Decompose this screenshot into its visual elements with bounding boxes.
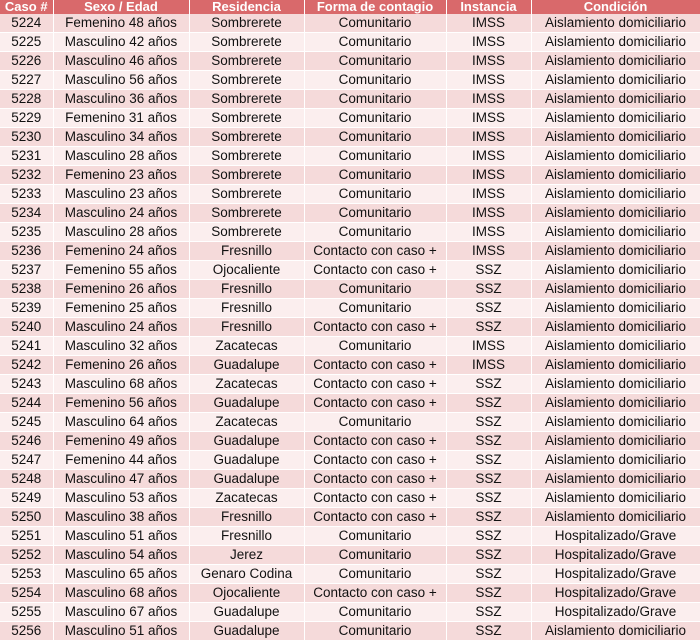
cell-instance: SSZ [446, 261, 531, 280]
cell-condition: Aislamiento domiciliario [531, 52, 700, 71]
cell-instance: SSZ [446, 489, 531, 508]
table-row [0, 261, 700, 280]
cell-instance: IMSS [446, 128, 531, 147]
cell-residence: Sombrerete [189, 109, 304, 128]
cell-instance: SSZ [446, 318, 531, 337]
cell-instance: SSZ [446, 375, 531, 394]
cell-sex-age: Masculino 51 años [53, 527, 189, 546]
cell-sex-age: Femenino 44 años [53, 451, 189, 470]
cell-condition: Aislamiento domiciliario [531, 299, 700, 318]
cell-instance: SSZ [446, 565, 531, 584]
cell-case-number: 5237 [0, 261, 53, 280]
cell-instance: IMSS [446, 147, 531, 166]
cell-residence: Sombrerete [189, 166, 304, 185]
cell-case-number: 5253 [0, 565, 53, 584]
cell-case-number: 5242 [0, 356, 53, 375]
cell-instance: IMSS [446, 356, 531, 375]
cell-sex-age: Masculino 28 años [53, 223, 189, 242]
cell-sex-age: Femenino 25 años [53, 299, 189, 318]
cell-case-number: 5247 [0, 451, 53, 470]
cell-residence: Sombrerete [189, 204, 304, 223]
header-residence: Residencia [189, 0, 304, 14]
cell-sex-age: Masculino 64 años [53, 413, 189, 432]
table-row [0, 223, 700, 242]
cell-contagion-form: Contacto con caso + [304, 261, 446, 280]
cell-instance: IMSS [446, 223, 531, 242]
cell-condition: Aislamiento domiciliario [531, 394, 700, 413]
cell-case-number: 5226 [0, 52, 53, 71]
cell-contagion-form: Contacto con caso + [304, 242, 446, 261]
cell-residence: Fresnillo [189, 527, 304, 546]
table-header [0, 0, 700, 14]
cell-sex-age: Femenino 26 años [53, 280, 189, 299]
table-row [0, 375, 700, 394]
cell-case-number: 5243 [0, 375, 53, 394]
cell-condition: Aislamiento domiciliario [531, 470, 700, 489]
cell-contagion-form: Comunitario [304, 71, 446, 90]
cell-residence: Fresnillo [189, 299, 304, 318]
cell-contagion-form: Comunitario [304, 52, 446, 71]
cell-residence: Sombrerete [189, 90, 304, 109]
cell-case-number: 5240 [0, 318, 53, 337]
cell-condition: Aislamiento domiciliario [531, 90, 700, 109]
cell-residence: Fresnillo [189, 508, 304, 527]
cell-condition: Aislamiento domiciliario [531, 242, 700, 261]
cell-instance: SSZ [446, 584, 531, 603]
cell-residence: Fresnillo [189, 280, 304, 299]
cell-residence: Sombrerete [189, 128, 304, 147]
cell-case-number: 5235 [0, 223, 53, 242]
cell-condition: Aislamiento domiciliario [531, 261, 700, 280]
cell-condition: Aislamiento domiciliario [531, 147, 700, 166]
cell-contagion-form: Contacto con caso + [304, 432, 446, 451]
cell-condition: Aislamiento domiciliario [531, 489, 700, 508]
cell-contagion-form: Comunitario [304, 223, 446, 242]
cell-contagion-form: Contacto con caso + [304, 356, 446, 375]
cell-sex-age: Masculino 53 años [53, 489, 189, 508]
cell-contagion-form: Comunitario [304, 299, 446, 318]
table-row [0, 508, 700, 527]
cell-instance: IMSS [446, 71, 531, 90]
cell-condition: Aislamiento domiciliario [531, 280, 700, 299]
cell-contagion-form: Comunitario [304, 166, 446, 185]
cell-contagion-form: Comunitario [304, 33, 446, 52]
cell-instance: IMSS [446, 90, 531, 109]
cell-contagion-form: Comunitario [304, 109, 446, 128]
cell-instance: IMSS [446, 52, 531, 71]
table-row [0, 337, 700, 356]
cell-instance: IMSS [446, 14, 531, 33]
cell-contagion-form: Comunitario [304, 546, 446, 565]
table-row [0, 204, 700, 223]
header-row [0, 0, 700, 14]
table-row [0, 356, 700, 375]
cell-instance: IMSS [446, 337, 531, 356]
table-row [0, 128, 700, 147]
cell-condition: Aislamiento domiciliario [531, 337, 700, 356]
cell-residence: Sombrerete [189, 33, 304, 52]
cell-sex-age: Masculino 42 años [53, 33, 189, 52]
table-row [0, 280, 700, 299]
cell-condition: Aislamiento domiciliario [531, 71, 700, 90]
cell-contagion-form: Comunitario [304, 90, 446, 109]
table-row [0, 451, 700, 470]
cell-instance: SSZ [446, 508, 531, 527]
table-row [0, 565, 700, 584]
table-row [0, 299, 700, 318]
table-row [0, 394, 700, 413]
cell-condition: Aislamiento domiciliario [531, 356, 700, 375]
cell-sex-age: Masculino 68 años [53, 375, 189, 394]
cell-residence: Sombrerete [189, 14, 304, 33]
cell-sex-age: Femenino 24 años [53, 242, 189, 261]
cell-condition: Hospitalizado/Grave [531, 565, 700, 584]
table-row [0, 71, 700, 90]
cell-residence: Ojocaliente [189, 584, 304, 603]
cell-instance: SSZ [446, 451, 531, 470]
table-row [0, 147, 700, 166]
cell-case-number: 5254 [0, 584, 53, 603]
table-row [0, 546, 700, 565]
cell-condition: Aislamiento domiciliario [531, 451, 700, 470]
cell-case-number: 5244 [0, 394, 53, 413]
table-row [0, 603, 700, 622]
cell-instance: SSZ [446, 394, 531, 413]
cell-sex-age: Femenino 49 años [53, 432, 189, 451]
cell-residence: Guadalupe [189, 451, 304, 470]
cell-residence: Zacatecas [189, 413, 304, 432]
cell-contagion-form: Contacto con caso + [304, 375, 446, 394]
cell-residence: Zacatecas [189, 375, 304, 394]
cell-residence: Guadalupe [189, 394, 304, 413]
cell-case-number: 5228 [0, 90, 53, 109]
cell-instance: IMSS [446, 242, 531, 261]
cell-contagion-form: Comunitario [304, 280, 446, 299]
cell-sex-age: Masculino 51 años [53, 622, 189, 641]
cell-instance: SSZ [446, 527, 531, 546]
cell-contagion-form: Comunitario [304, 14, 446, 33]
cell-case-number: 5239 [0, 299, 53, 318]
cell-residence: Guadalupe [189, 432, 304, 451]
cell-residence: Guadalupe [189, 622, 304, 641]
cell-case-number: 5246 [0, 432, 53, 451]
cell-sex-age: Masculino 65 años [53, 565, 189, 584]
header-instance: Instancia [446, 0, 531, 14]
cell-contagion-form: Contacto con caso + [304, 489, 446, 508]
cell-residence: Zacatecas [189, 337, 304, 356]
cell-instance: SSZ [446, 470, 531, 489]
cell-case-number: 5252 [0, 546, 53, 565]
table-row [0, 470, 700, 489]
table-row [0, 109, 700, 128]
cell-condition: Aislamiento domiciliario [531, 185, 700, 204]
cell-sex-age: Masculino 23 años [53, 185, 189, 204]
cell-residence: Sombrerete [189, 223, 304, 242]
cell-sex-age: Masculino 32 años [53, 337, 189, 356]
table-row [0, 185, 700, 204]
cell-contagion-form: Comunitario [304, 603, 446, 622]
cell-residence: Sombrerete [189, 147, 304, 166]
table-row [0, 318, 700, 337]
cell-residence: Jerez [189, 546, 304, 565]
cell-condition: Aislamiento domiciliario [531, 413, 700, 432]
table-row [0, 52, 700, 71]
cell-contagion-form: Comunitario [304, 128, 446, 147]
cell-case-number: 5256 [0, 622, 53, 641]
cell-residence: Genaro Codina [189, 565, 304, 584]
cell-condition: Aislamiento domiciliario [531, 14, 700, 33]
table-body [0, 14, 700, 641]
cell-case-number: 5234 [0, 204, 53, 223]
cell-condition: Aislamiento domiciliario [531, 318, 700, 337]
cell-contagion-form: Contacto con caso + [304, 584, 446, 603]
cell-instance: IMSS [446, 109, 531, 128]
cell-instance: SSZ [446, 603, 531, 622]
cell-case-number: 5236 [0, 242, 53, 261]
cell-sex-age: Masculino 34 años [53, 128, 189, 147]
cell-residence: Fresnillo [189, 242, 304, 261]
table-row [0, 33, 700, 52]
cell-condition: Aislamiento domiciliario [531, 109, 700, 128]
cell-condition: Aislamiento domiciliario [531, 622, 700, 641]
cell-contagion-form: Comunitario [304, 565, 446, 584]
cell-case-number: 5224 [0, 14, 53, 33]
cell-residence: Ojocaliente [189, 261, 304, 280]
header-case-number: Caso # [0, 0, 53, 14]
cell-case-number: 5245 [0, 413, 53, 432]
cell-residence: Zacatecas [189, 489, 304, 508]
cell-sex-age: Masculino 47 años [53, 470, 189, 489]
table-row [0, 489, 700, 508]
cell-condition: Aislamiento domiciliario [531, 432, 700, 451]
table-row [0, 622, 700, 641]
header-condition: Condición [531, 0, 700, 14]
cell-condition: Hospitalizado/Grave [531, 603, 700, 622]
cell-contagion-form: Contacto con caso + [304, 451, 446, 470]
cell-case-number: 5248 [0, 470, 53, 489]
cell-residence: Fresnillo [189, 318, 304, 337]
cell-sex-age: Femenino 55 años [53, 261, 189, 280]
table-row [0, 413, 700, 432]
cell-contagion-form: Comunitario [304, 147, 446, 166]
cell-condition: Aislamiento domiciliario [531, 128, 700, 147]
cell-instance: IMSS [446, 204, 531, 223]
cell-contagion-form: Comunitario [304, 527, 446, 546]
cell-contagion-form: Comunitario [304, 204, 446, 223]
table-row [0, 14, 700, 33]
cell-contagion-form: Contacto con caso + [304, 508, 446, 527]
cell-residence: Guadalupe [189, 603, 304, 622]
cell-instance: SSZ [446, 413, 531, 432]
cell-sex-age: Masculino 36 años [53, 90, 189, 109]
cell-contagion-form: Comunitario [304, 337, 446, 356]
table-row [0, 432, 700, 451]
cell-case-number: 5238 [0, 280, 53, 299]
cell-contagion-form: Comunitario [304, 185, 446, 204]
cell-contagion-form: Contacto con caso + [304, 394, 446, 413]
cell-case-number: 5230 [0, 128, 53, 147]
cell-residence: Sombrerete [189, 185, 304, 204]
cell-instance: SSZ [446, 432, 531, 451]
cell-case-number: 5251 [0, 527, 53, 546]
table-row [0, 166, 700, 185]
cell-sex-age: Femenino 56 años [53, 394, 189, 413]
cell-case-number: 5232 [0, 166, 53, 185]
table-row [0, 584, 700, 603]
cell-sex-age: Masculino 54 años [53, 546, 189, 565]
cell-sex-age: Masculino 24 años [53, 318, 189, 337]
cell-contagion-form: Contacto con caso + [304, 318, 446, 337]
cell-contagion-form: Comunitario [304, 622, 446, 641]
cell-instance: SSZ [446, 299, 531, 318]
cell-case-number: 5250 [0, 508, 53, 527]
cell-sex-age: Masculino 46 años [53, 52, 189, 71]
cell-sex-age: Femenino 31 años [53, 109, 189, 128]
cell-instance: IMSS [446, 185, 531, 204]
header-sex-age: Sexo / Edad [53, 0, 189, 14]
cell-case-number: 5233 [0, 185, 53, 204]
cell-instance: SSZ [446, 622, 531, 641]
cell-case-number: 5227 [0, 71, 53, 90]
header-contagion-form: Forma de contagio [304, 0, 446, 14]
cell-residence: Guadalupe [189, 356, 304, 375]
cell-contagion-form: Contacto con caso + [304, 470, 446, 489]
cell-case-number: 5249 [0, 489, 53, 508]
cell-case-number: 5241 [0, 337, 53, 356]
cell-case-number: 5255 [0, 603, 53, 622]
cell-condition: Hospitalizado/Grave [531, 584, 700, 603]
cell-condition: Aislamiento domiciliario [531, 508, 700, 527]
cell-condition: Aislamiento domiciliario [531, 375, 700, 394]
cell-sex-age: Masculino 28 años [53, 147, 189, 166]
cell-instance: IMSS [446, 33, 531, 52]
cell-condition: Aislamiento domiciliario [531, 166, 700, 185]
cell-sex-age: Masculino 24 años [53, 204, 189, 223]
table-row [0, 242, 700, 261]
cell-condition: Hospitalizado/Grave [531, 546, 700, 565]
cell-sex-age: Femenino 26 años [53, 356, 189, 375]
cell-case-number: 5229 [0, 109, 53, 128]
cell-condition: Hospitalizado/Grave [531, 527, 700, 546]
cell-residence: Sombrerete [189, 71, 304, 90]
table-row [0, 527, 700, 546]
cell-sex-age: Masculino 56 años [53, 71, 189, 90]
cell-condition: Aislamiento domiciliario [531, 33, 700, 52]
cell-sex-age: Masculino 68 años [53, 584, 189, 603]
cell-instance: IMSS [446, 166, 531, 185]
cell-condition: Aislamiento domiciliario [531, 204, 700, 223]
cell-case-number: 5231 [0, 147, 53, 166]
cell-residence: Sombrerete [189, 52, 304, 71]
cell-sex-age: Femenino 23 años [53, 166, 189, 185]
cell-condition: Aislamiento domiciliario [531, 223, 700, 242]
cell-sex-age: Femenino 48 años [53, 14, 189, 33]
cell-instance: SSZ [446, 546, 531, 565]
cell-sex-age: Masculino 38 años [53, 508, 189, 527]
cell-sex-age: Masculino 67 años [53, 603, 189, 622]
cell-residence: Guadalupe [189, 470, 304, 489]
cell-instance: SSZ [446, 280, 531, 299]
cell-contagion-form: Comunitario [304, 413, 446, 432]
cell-case-number: 5225 [0, 33, 53, 52]
table-row [0, 90, 700, 109]
